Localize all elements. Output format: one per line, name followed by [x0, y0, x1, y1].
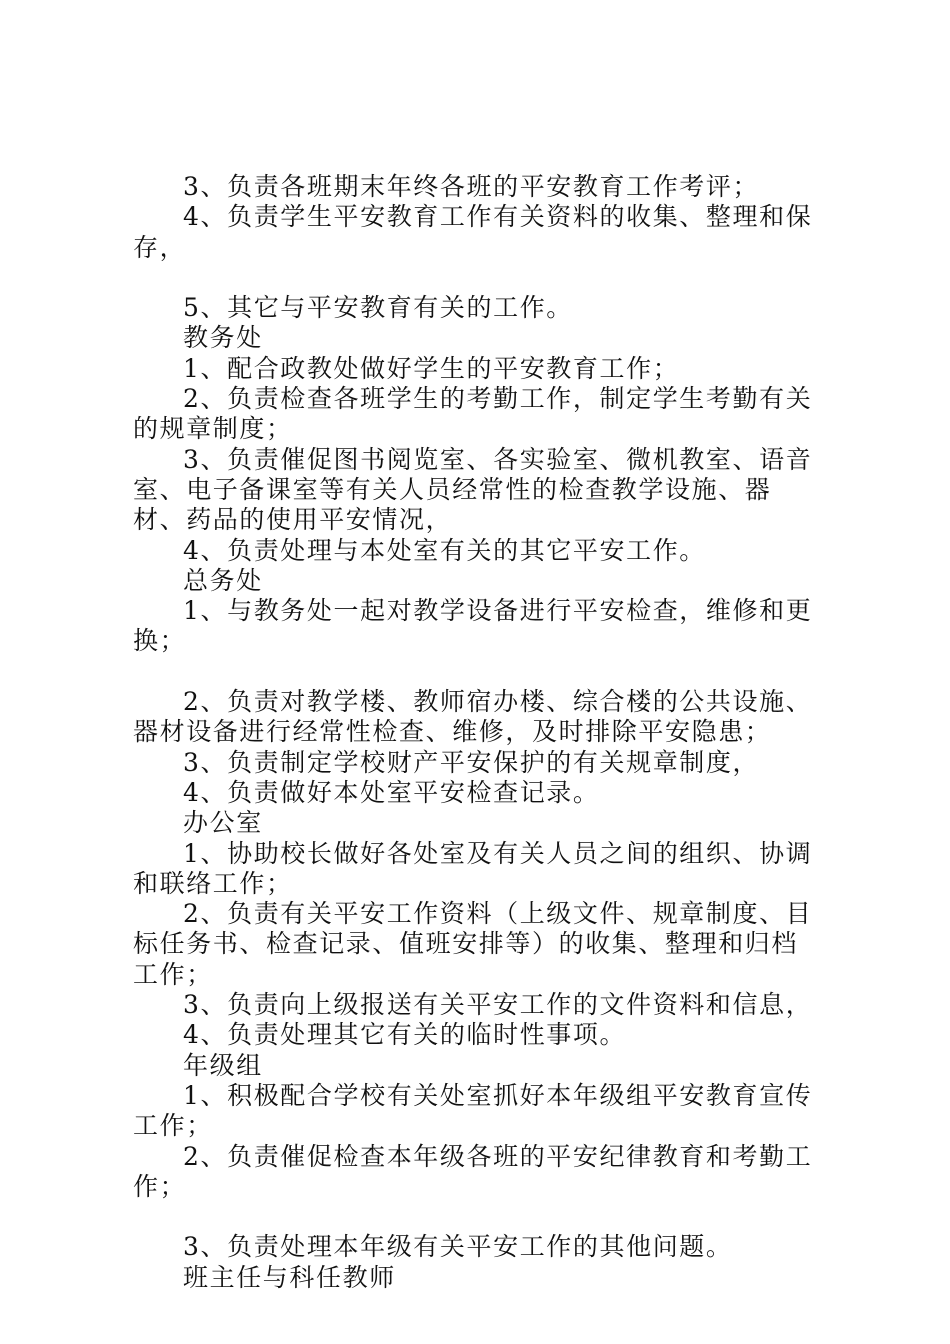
section-heading: 年级组 — [183, 1050, 263, 1080]
paragraph: 1、积极配合学校有关处室抓好本年级组平安教育宣传工作； — [133, 1080, 813, 1141]
section-heading: 总务处 — [183, 565, 263, 595]
paragraph: 3、负责催促图书阅览室、各实验室、微机教室、语音室、电子备课室等有关人员经常性的检查教学设施、器材、药品的使用平安情况， — [133, 444, 813, 535]
paragraph: 5、其它与平安教育有关的工作。 — [183, 293, 573, 323]
paragraph: 2、负责有关平安工作资料（上级文件、规章制度、目标任务书、检查记录、值班安排等）的收集、整理和归档工作； — [133, 899, 813, 989]
blank-line — [133, 1202, 823, 1232]
paragraph: 4、负责处理与本处室有关的其它平安工作。 — [183, 535, 706, 565]
paragraph: 3、负责向上级报送有关平安工作的文件资料和信息， — [183, 990, 813, 1020]
paragraph: 3、负责各班期末年终各班的平安教育工作考评； — [183, 172, 760, 201]
paragraph: 1、配合政教处做好学生的平安教育工作； — [183, 353, 680, 383]
blank-line — [133, 657, 823, 687]
blank-line — [133, 263, 823, 293]
paragraph: 3、负责处理本年级有关平安工作的其他问题。 — [183, 1232, 733, 1262]
paragraph: 1、协助校长做好各处室及有关人员之间的组织、协调和联络工作； — [133, 838, 813, 898]
paragraph: 2、负责检查各班学生的考勤工作，制定学生考勤有关的规章制度； — [133, 384, 813, 444]
section-heading: 办公室 — [183, 808, 263, 838]
document-body — [133, 172, 823, 1293]
paragraph: 4、负责处理其它有关的临时性事项。 — [183, 1020, 627, 1050]
section-heading: 班主任与科任教师 — [183, 1262, 396, 1292]
section-heading: 教务处 — [183, 323, 263, 353]
paragraph: 4、负责做好本处室平安检查记录。 — [183, 777, 600, 807]
paragraph: 1、与教务处一起对教学设备进行平安检查，维修和更换； — [133, 596, 813, 656]
paragraph: 2、负责对教学楼、教师宿办楼、综合楼的公共设施、器材设备进行经常性检查、维修，及时排除平安隐患； — [133, 687, 813, 747]
paragraph: 4、负责学生平安教育工作有关资料的收集、整理和保存， — [133, 202, 813, 262]
paragraph: 2、负责催促检查本年级各班的平安纪律教育和考勤工作； — [133, 1141, 813, 1201]
paragraph: 3、负责制定学校财产平安保护的有关规章制度， — [183, 747, 760, 777]
